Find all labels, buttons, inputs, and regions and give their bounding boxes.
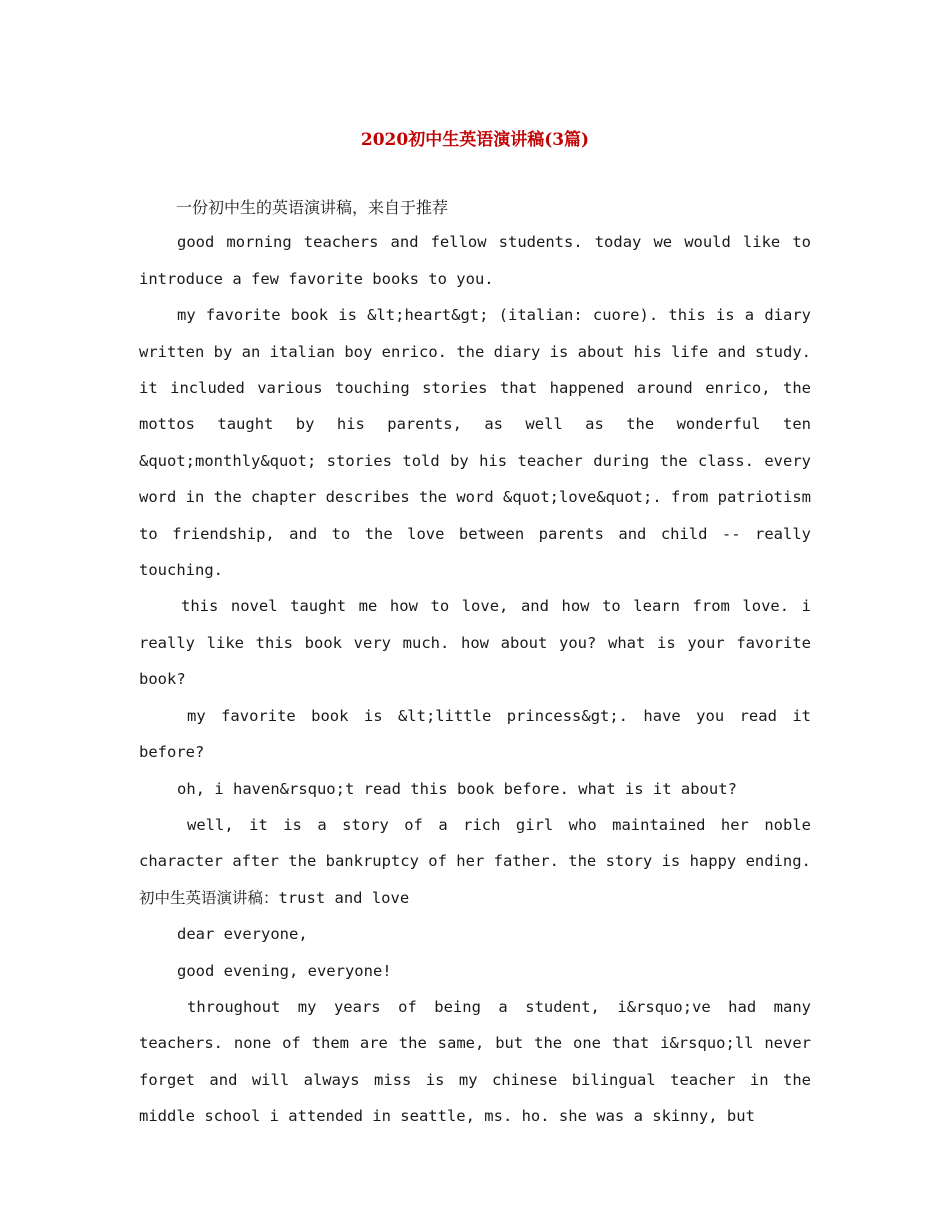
paragraph-6: well, it is a story of a rich girl who maintained her noble character after the bankruptcy of her father. the story is happy ending. (139, 815, 811, 871)
paragraph-5: oh, i haven&rsquo;t read this book before. what is it about? (177, 779, 737, 798)
section-heading: 初中生英语演讲稿：trust and love (139, 888, 410, 907)
document-body (139, 190, 811, 1135)
section-paragraph-1: dear everyone, (177, 925, 308, 944)
section-paragraph-2: good evening, everyone! (177, 961, 392, 980)
paragraph-3: this novel taught me how to love, and how to learn from love. i really like this book very much. how about you? what is your favorite book? (139, 597, 811, 689)
intro-line: 一份初中生的英语演讲稿，来自于推荐 (176, 198, 449, 217)
paragraph-4: my favorite book is &lt;little princess&gt;. have you read it before? (139, 706, 811, 762)
paragraph-1: good morning teachers and fellow students. today we would like to introduce a few favorite books to you. (139, 233, 811, 288)
section-paragraph-3: throughout my years of being a student, i&rsquo;ve had many teachers. none of them are the same, but the one that i&rsquo;ll never forget and will always miss is my chinese bilingual teacher in the middle school i attended in seattle, ms. ho. she was a skinny, but (139, 997, 811, 1126)
document-title: 2020初中生英语演讲稿(3篇) (360, 130, 590, 150)
paragraph-2: my favorite book is &lt;heart&gt; (italian: cuore). this is a diary written by an italian boy enrico. the diary is about his life and study. it included various touching stories that happened around enrico, the mottos taught by his parents, as well as the wonderful ten &quot;monthly&quot; stories told by his teacher during the class. every word in the chapter describes the word &quot;love&quot;. from patriotism to friendship, and to the love between parents and child -- really touching. (139, 306, 811, 580)
